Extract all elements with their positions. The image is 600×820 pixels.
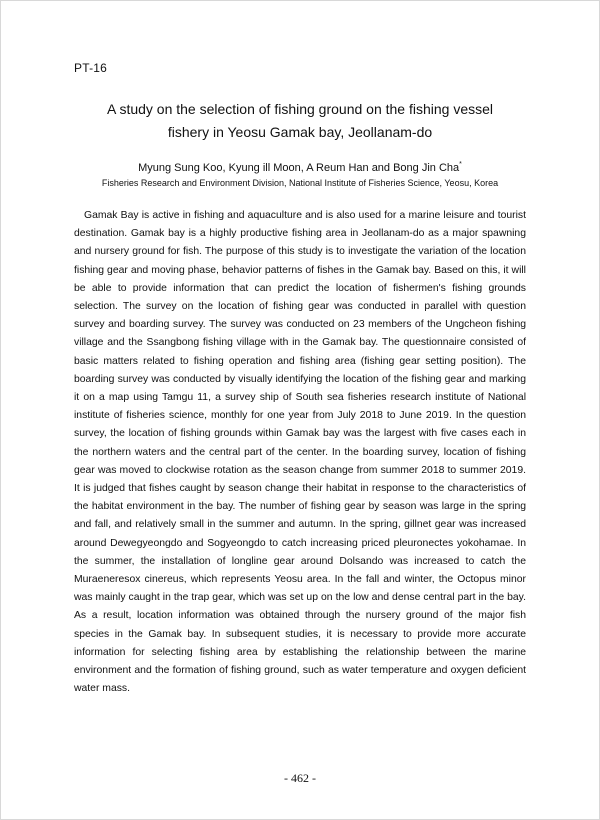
paper-title xyxy=(60,98,540,144)
author-list xyxy=(60,158,540,175)
authors-text: Myung Sung Koo, Kyung ill Moon, A Reum Han and Bong Jin Cha xyxy=(138,162,460,174)
affiliation: Fisheries Research and Environment Division, National Institute of Fisheries Science, Yeosu, Korea xyxy=(101,178,499,188)
title-line-1: A study on the selection of fishing ground on the fishing vessel xyxy=(106,101,494,117)
title-line-2: fishery in Yeosu Gamak bay, Jeollanam-do xyxy=(167,124,433,140)
corresponding-author-mark: * xyxy=(459,161,462,168)
abstract-body: Gamak Bay is active in fishing and aquaculture and is also used for a marine leisure and tourist destination. Gamak bay is a highly productive fishing area in Jeollanam-do as a major spawning and nursery ground for fish. The purpose of this study is to investigate the variation of the location fishing gear and moving phase, behavior patterns of fishes in the Gamak bay. Based on this, it will be able to provide information that can predict the location of fishermen's fishing grounds selection. The survey on the location of fishing gear was conducted in parallel with question survey and boarding survey. The survey was conducted on 23 members of the Ungcheon fishing village and the Ssangbong fishing village with in the Gamak bay. The questionnaire consisted of basic matters related to fishing operation and fishing area (fishing gear setting position). The boarding survey was conducted by visually identifying the location of the fishing gear and marking it on a map using Tamgu 11, a survey ship of South sea fisheries research institute of National institute of fisheries science, monthly for one year from July 2018 to June 2019. In the question survey, the location of fishing grounds within Gamak bay was the largest with five cases each in the northern waters and the central part of the center. In the boarding survey, location of fishing gear was moved to clockwise rotation as the season change from summer 2018 to summer 2019. It is judged that fishes caught by season change their habitat in response to the characteristics of the habitat environment in the bay. The number of fishing gear by season was large in the spring and fall, and relatively small in the summer and autumn. In the spring, gillnet gear was increased around Dewegyeongdo and Sogyeongdo to catch increasing priced pleuronectes yokohamae. In the summer, the installation of longline gear around Dolsando was increased to catch the Muraeneresox cinereus, which represents Yeosu area. In the fall and winter, the Octopus minor was mainly caught in the trap gear, which was set up on the low and dense central part in the bay. As a result, location information was obtained through the nursery ground of the major fish species in the Gamak bay. In subsequent studies, it is necessary to provide more accurate information for selecting fishing area by establishing the relationship between the marine environment and the formation of fishing ground, such as water temperature and oxygen deficient water mass. xyxy=(74,210,526,695)
page-number: - 462 - xyxy=(284,771,316,785)
paper-code: PT-16 xyxy=(74,61,108,75)
